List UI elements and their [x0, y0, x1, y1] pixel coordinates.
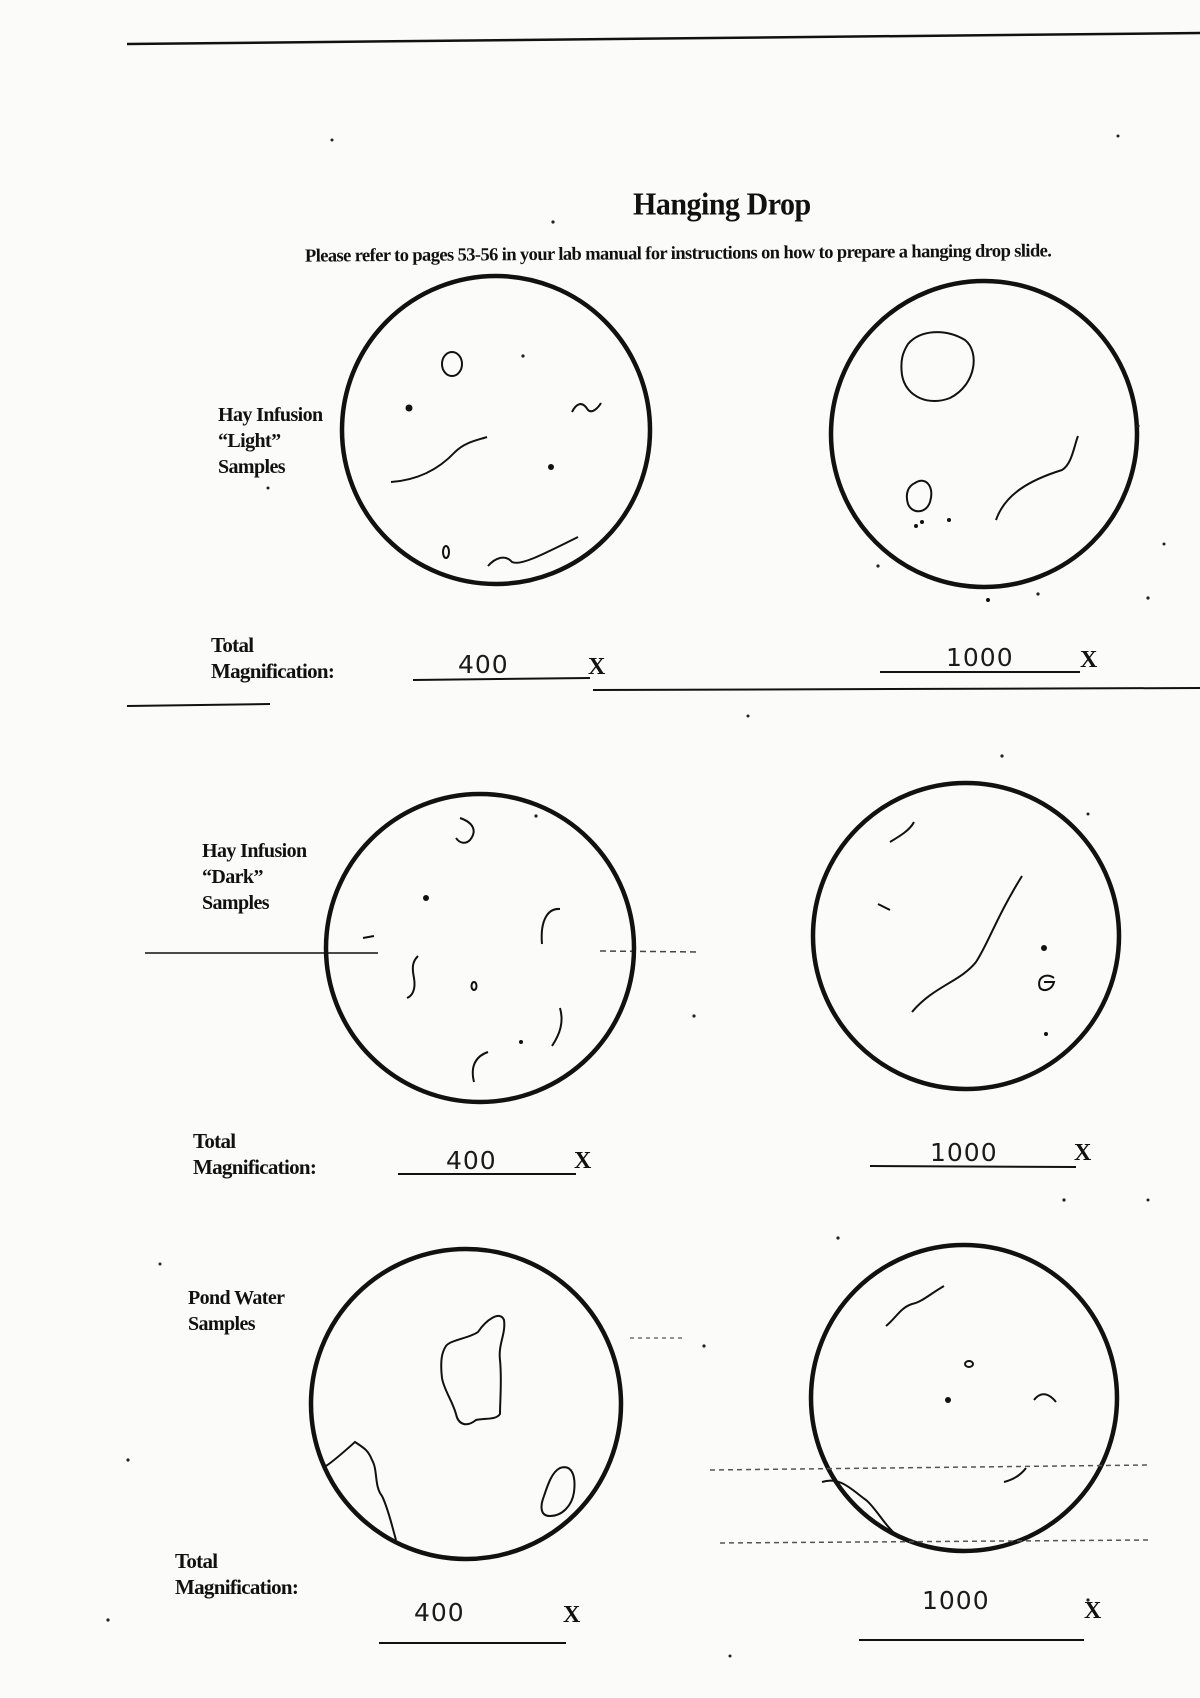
pond-1000-x: X: [1084, 1598, 1102, 1624]
pond-400-value: 400: [414, 1598, 465, 1627]
pond-sample-400x-field: [311, 1249, 621, 1559]
dark-sample-400x-field: [326, 794, 634, 1102]
dark-sample-1000x-field: [813, 783, 1119, 1089]
dark-1000-x: X: [1074, 1140, 1092, 1166]
row-divider-right: [593, 688, 1200, 690]
scan-bleed-line-1: [710, 1465, 1148, 1470]
dark-samples-label: Hay Infusion “Dark” Samples: [202, 840, 307, 914]
mid-divider-right: [600, 951, 700, 952]
light-sample-400x-field: [342, 276, 650, 584]
pond-400-x: X: [563, 1602, 581, 1628]
pond-magnification-label: Total Magnification:: [175, 1549, 299, 1599]
dark-400-value: 400: [446, 1146, 497, 1175]
scan-bleed-line-2: [720, 1540, 1150, 1543]
light-sample-1000x-field: [831, 281, 1137, 602]
light-magnification-label: Total Magnification:: [211, 633, 335, 683]
light-400-value: 400: [458, 650, 509, 679]
pond-1000-value: 1000: [922, 1586, 990, 1615]
dark-400-x: X: [574, 1148, 592, 1174]
light-400-x: X: [588, 654, 606, 680]
dark-1000-value: 1000: [930, 1138, 998, 1167]
top-rule: [127, 33, 1200, 44]
light-1000-x: X: [1080, 647, 1098, 673]
pond-sample-1000x-field: [811, 1245, 1117, 1551]
light-samples-label: Hay Infusion “Light” Samples: [218, 404, 323, 478]
dark-magnification-label: Total Magnification:: [193, 1129, 317, 1179]
instructions-text: Please refer to pages 53-56 in your lab manual for instructions on how to prepare a hanging drop slide.: [304, 241, 1052, 267]
pond-samples-label: Pond Water Samples: [188, 1287, 285, 1335]
row-divider-left: [127, 704, 270, 706]
page-title: Hanging Drop: [633, 187, 811, 222]
light-1000-value: 1000: [946, 643, 1014, 672]
